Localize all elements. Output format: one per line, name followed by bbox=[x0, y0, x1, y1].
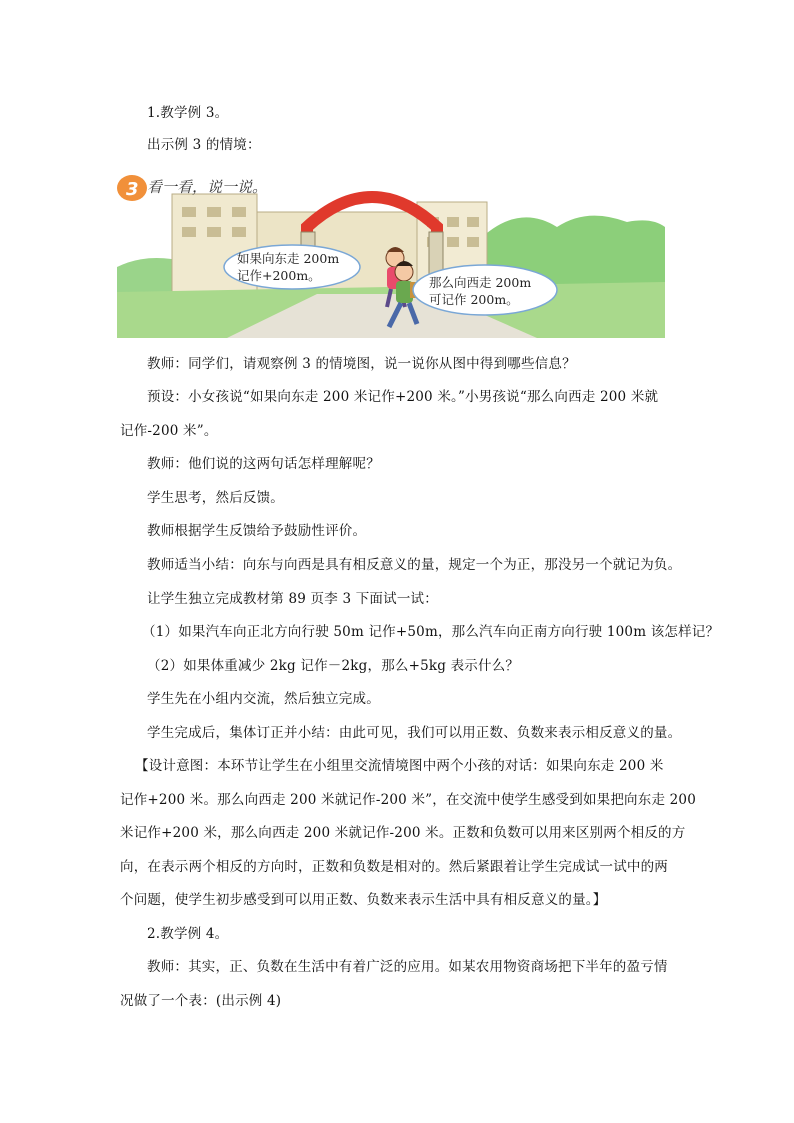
example-3-illustration bbox=[117, 172, 665, 338]
exercise-2: （2）如果体重减少 2kg 记作－2kg，那么+5kg 表示什么？ bbox=[147, 658, 520, 674]
paragraph-teacher-evaluate: 教师根据学生反馈给予鼓励性评价。 bbox=[147, 523, 367, 539]
paragraph-independent-task: 让学生独立完成教材第 89 页李 3 下面试一试： bbox=[147, 591, 438, 607]
bubble-left-line-2: 记作+200m。 bbox=[237, 268, 321, 283]
paragraph-teacher-observe: 教师：同学们，请观察例 3 的情境图，说一说你从图中得到哪些信息？ bbox=[147, 356, 576, 372]
paragraph-example-4-line-2: 况做了一个表：(出示例 4) bbox=[120, 993, 282, 1009]
paragraph-students-think: 学生思考，然后反馈。 bbox=[147, 490, 284, 506]
exercise-1: （1）如果汽车向正北方向行驶 50m 记作+50m，那么汽车向正南方向行驶 100m 该怎样记？ bbox=[142, 624, 720, 640]
paragraph-group-discussion: 学生先在小组内交流，然后独立完成。 bbox=[147, 691, 380, 707]
paragraph-preset-line-2: 记作-200 米”。 bbox=[120, 423, 218, 439]
bubble-left-line-1: 如果向东走 200m bbox=[237, 251, 340, 266]
paragraph-preset-line-1: 预设：小女孩说“如果向东走 200 米记作+200 米。”小男孩说“那么向西走 200 米就 bbox=[147, 389, 659, 405]
design-intent-line-5: 个问题，使学生初步感受到可以用正数、负数来表示生活中具有相反意义的量。】 bbox=[120, 892, 607, 908]
paragraph-teacher-question: 教师：他们说的这两句话怎样理解呢？ bbox=[147, 456, 380, 472]
paragraph-teacher-summary: 教师适当小结：向东与向西是具有相反意义的量，规定一个为正，那没另一个就记为负。 bbox=[147, 557, 682, 573]
section-1-title: 1.教学例 3。 bbox=[147, 105, 229, 121]
design-intent-line-3: 米记作+200 米，那么向西走 200 米就记作-200 米。正数和负数可以用来区别两个相反的方 bbox=[120, 825, 686, 841]
bubble-right-line-1: 那么向西走 200m bbox=[429, 275, 532, 290]
bubble-right-line-2: 可记作 200m。 bbox=[429, 292, 519, 307]
paragraph-example-4-line-1: 教师：其实，正、负数在生活中有着广泛的应用。如某农用物资商场把下半年的盈亏情 bbox=[147, 959, 668, 975]
design-intent-line-4: 向，在表示两个相反的方向时，正数和负数是相对的。然后紧跟着让学生完成试一试中的两 bbox=[120, 859, 668, 875]
design-intent-line-1: 【设计意图：本环节让学生在小组里交流情境图中两个小孩的对话：如果向东走 200 米 bbox=[135, 758, 664, 774]
illustration-header: 看一看，说一说。 bbox=[147, 178, 268, 196]
paragraph-collective-summary: 学生完成后，集体订正并小结：由此可见，我们可以用正数、负数来表示相反意义的量。 bbox=[147, 725, 682, 741]
show-scene-text: 出示例 3 的情境： bbox=[147, 137, 261, 153]
design-intent-line-2: 记作+200 米。那么向西走 200 米就记作-200 米”，在交流中使学生感受到如果把向东走 200 bbox=[120, 792, 696, 808]
section-2-title: 2.教学例 4。 bbox=[147, 926, 229, 942]
badge-number: 3 bbox=[126, 179, 139, 200]
